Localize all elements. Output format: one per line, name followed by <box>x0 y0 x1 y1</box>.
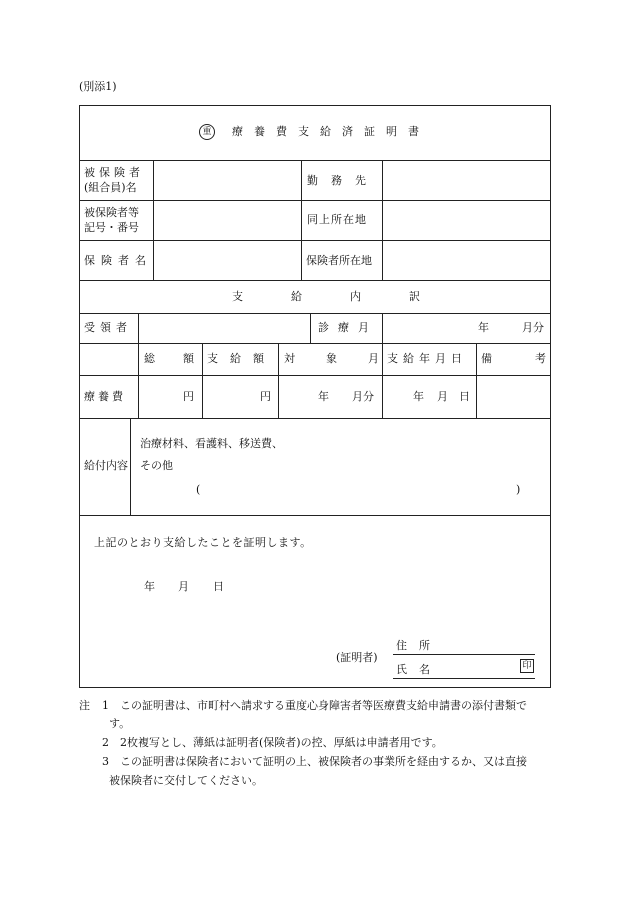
target-year-unit: 年 <box>318 390 329 403</box>
row-divider <box>79 375 551 376</box>
cert-month-unit: 月 <box>178 580 189 593</box>
address-label: 住所 <box>396 639 442 652</box>
certificate-form <box>79 105 551 688</box>
col-divider <box>476 343 477 418</box>
row-divider <box>79 240 551 241</box>
label-insurer-name: 保険者名 <box>84 254 152 267</box>
label-code-line2: 記号・番号 <box>84 221 139 234</box>
label-insurer-address: 保険者所在地 <box>306 254 372 267</box>
certifier-label: (証明者) <box>336 651 378 664</box>
row-divider <box>79 313 551 314</box>
pay-month-unit: 月 <box>437 390 448 403</box>
col-divider <box>310 313 311 343</box>
note-2-num: 2 <box>102 736 109 749</box>
col-divider <box>278 343 279 418</box>
label-ryouyouhi: 療養費 <box>84 390 126 403</box>
col-divider <box>382 313 383 343</box>
name-underline <box>393 678 535 679</box>
yen-unit-paid: 円 <box>260 390 271 403</box>
label-same-address: 同上所在地 <box>307 213 367 226</box>
label-insured-line2: (組合員)名 <box>84 181 137 194</box>
note-1-num: 1 <box>102 699 109 712</box>
note-1-cont: す。 <box>109 717 131 730</box>
col-payment-date: 支給年月日 <box>387 352 467 365</box>
row-divider <box>79 515 551 516</box>
severe-mark: 重 <box>199 124 215 140</box>
label-workplace: 勤務先 <box>307 174 379 187</box>
col-divider <box>153 160 154 280</box>
cert-day-unit: 日 <box>213 580 224 593</box>
notes-prefix: 注 <box>79 699 90 712</box>
label-recipient: 受領者 <box>84 321 132 334</box>
label-insured-line1: 被保険者 <box>84 166 144 179</box>
row-divider <box>79 418 551 419</box>
note-3-text: この証明書は保険者において証明の上、被保険者の事業所を経由するか、又は直接 <box>120 755 527 768</box>
year-unit: 年 <box>478 321 489 334</box>
col-divider <box>301 160 302 280</box>
certification-statement: 上記のとおり支給したことを証明します。 <box>94 536 312 549</box>
row-divider <box>79 280 551 281</box>
name-label: 氏名 <box>396 663 442 676</box>
note-3-num: 3 <box>102 755 109 768</box>
col-paid: 支給額 <box>207 352 276 365</box>
target-month-unit: 月分 <box>352 390 374 403</box>
pay-day-unit: 日 <box>459 390 470 403</box>
attachment-note: (別添1) <box>79 80 117 93</box>
col-divider <box>130 418 131 515</box>
col-remarks: 備考 <box>481 352 589 365</box>
note-3-cont: 被保険者に交付してください。 <box>109 774 263 787</box>
yen-unit-total: 円 <box>183 390 194 403</box>
col-total: 総額 <box>144 352 222 365</box>
cert-year-unit: 年 <box>144 580 155 593</box>
row-divider <box>79 200 551 201</box>
seal-mark: 印 <box>520 659 534 673</box>
pay-year-unit: 年 <box>413 390 424 403</box>
note-1-text: この証明書は、市町村へ請求する重度心身障害者等医療費支給申請書の添付書類で <box>120 699 527 712</box>
address-underline <box>393 654 535 655</box>
label-treatment-month: 診療月 <box>318 321 378 334</box>
label-code-line1: 被保険者等 <box>84 206 139 219</box>
row-divider <box>79 160 551 161</box>
paren-close: ) <box>516 483 521 496</box>
col-divider <box>382 160 383 280</box>
form-title: 療養費支給済証明書 <box>232 125 430 138</box>
col-divider <box>138 343 139 418</box>
row-divider <box>79 343 551 344</box>
col-divider <box>138 313 139 343</box>
benefit-line2: その他 <box>140 459 173 472</box>
label-benefit: 給付内容 <box>84 459 128 472</box>
note-2-text: 2枚複写とし、薄紙は証明者(保険者)の控、厚紙は申請者用です。 <box>120 736 443 749</box>
col-target-month: 対象月 <box>284 352 410 365</box>
paren-open: ( <box>196 483 201 496</box>
month-portion-unit: 月分 <box>522 321 544 334</box>
benefit-line1: 治療材料、看護料、移送費、 <box>140 437 283 450</box>
breakdown-heading: 支給内訳 <box>232 290 468 303</box>
